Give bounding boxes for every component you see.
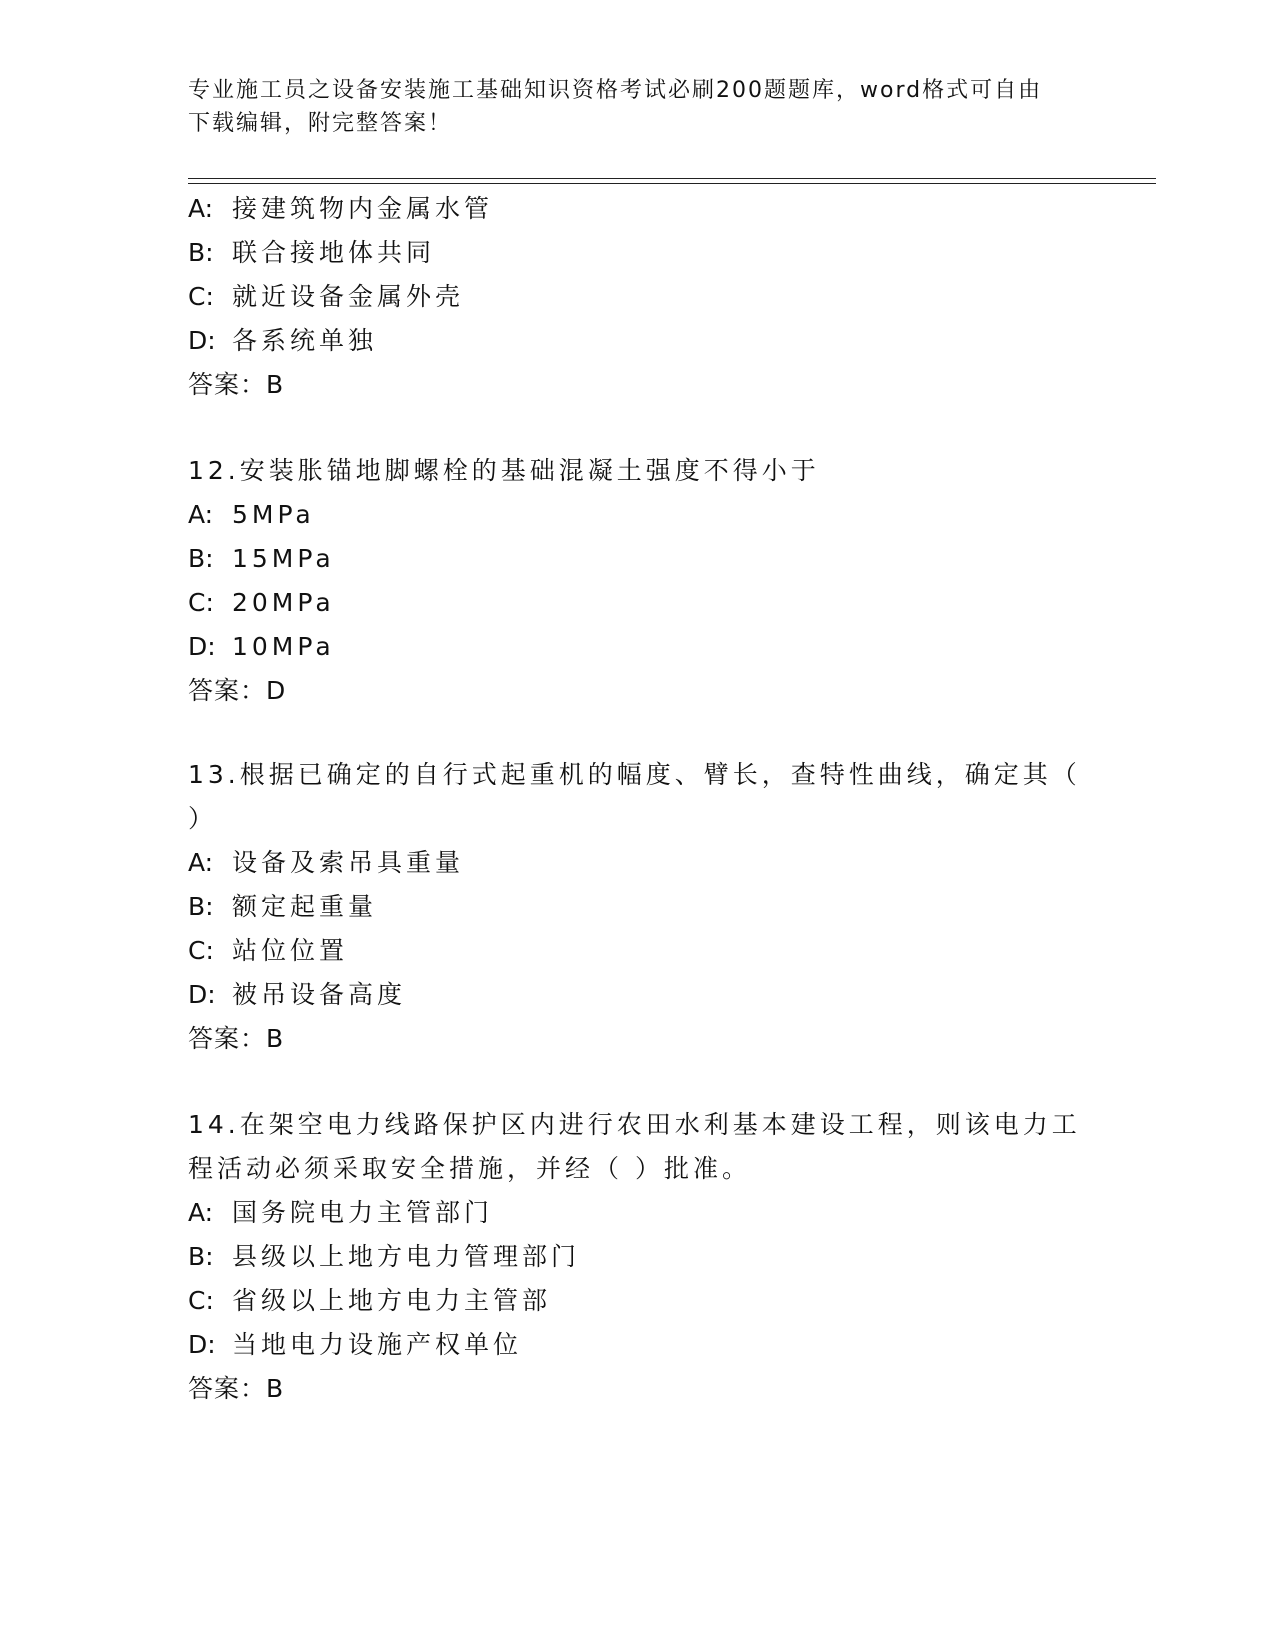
- option-label: B:: [188, 1242, 214, 1271]
- document-header: [188, 74, 1088, 140]
- option-label: B:: [188, 892, 214, 921]
- option-text: 接建筑物内金属水管: [232, 194, 494, 223]
- q14-answer: 答案：B: [188, 1374, 285, 1403]
- q11-option-d: [188, 324, 1148, 358]
- q12-answer: 答案：D: [188, 676, 287, 705]
- option-label: D:: [188, 326, 216, 355]
- option-label: A:: [188, 848, 214, 877]
- option-text: 15MPa: [232, 544, 335, 573]
- q13-question-line-2: ）: [188, 804, 218, 833]
- q13-option-a: [188, 846, 1148, 880]
- option-label: A:: [188, 194, 214, 223]
- q14-option-d: [188, 1328, 1148, 1362]
- option-text: 国务院电力主管部门: [232, 1198, 494, 1227]
- header-title-line-1: 专业施工员之设备安装施工基础知识资格考试必刷200题题库，word格式可自由: [188, 78, 1043, 103]
- q12-option-a: [188, 498, 1148, 532]
- option-label: A:: [188, 1198, 214, 1227]
- option-text: 站位位置: [232, 936, 349, 965]
- q12-option-d: [188, 630, 1148, 664]
- q14-option-a: [188, 1196, 1148, 1230]
- q14-option-c: [188, 1284, 1148, 1318]
- option-label: C:: [188, 1286, 214, 1315]
- option-label: A:: [188, 500, 214, 529]
- option-label: C:: [188, 282, 214, 311]
- q13-option-d: [188, 978, 1148, 1012]
- option-text: 当地电力设施产权单位: [232, 1330, 523, 1359]
- q13-option-c: [188, 934, 1148, 968]
- header-divider-top: [188, 178, 1156, 179]
- option-label: B:: [188, 238, 214, 267]
- option-text: 被吊设备高度: [232, 980, 407, 1009]
- q14-question-line-1: 14.在架空电力线路保护区内进行农田水利基本建设工程，则该电力工: [188, 1110, 1081, 1139]
- option-text: 额定起重量: [232, 892, 378, 921]
- q12-option-b: [188, 542, 1148, 576]
- q11-answer: 答案：B: [188, 370, 285, 399]
- q13-option-b: [188, 890, 1148, 924]
- option-text: 省级以上地方电力主管部: [232, 1286, 552, 1315]
- q12-option-c: [188, 586, 1148, 620]
- option-text: 就近设备金属外壳: [232, 282, 465, 311]
- q13-answer: 答案：B: [188, 1024, 285, 1053]
- option-label: D:: [188, 980, 216, 1009]
- q11-option-c: [188, 280, 1148, 314]
- option-label: D:: [188, 1330, 216, 1359]
- q11-option-a: [188, 192, 1148, 226]
- option-label: C:: [188, 588, 214, 617]
- header-divider-bottom: [188, 183, 1156, 184]
- option-text: 5MPa: [232, 500, 315, 529]
- option-label: B:: [188, 544, 214, 573]
- option-text: 各系统单独: [232, 326, 378, 355]
- option-text: 设备及索吊具重量: [232, 848, 465, 877]
- option-label: C:: [188, 936, 214, 965]
- q14-option-b: [188, 1240, 1148, 1274]
- q14-question-line-2: 程活动必须采取安全措施，并经（ ）批准。: [188, 1154, 751, 1183]
- option-label: D:: [188, 632, 216, 661]
- option-text: 20MPa: [232, 588, 335, 617]
- option-text: 联合接地体共同: [232, 238, 436, 267]
- q11-option-b: [188, 236, 1148, 270]
- option-text: 县级以上地方电力管理部门: [232, 1242, 581, 1271]
- header-title-line-2: 下载编辑，附完整答案！: [188, 111, 453, 136]
- q12-question: 12.安装胀锚地脚螺栓的基础混凝土强度不得小于: [188, 456, 820, 485]
- q13-question-line-1: 13.根据已确定的自行式起重机的幅度、臂长，查特性曲线，确定其（: [188, 760, 1081, 789]
- option-text: 10MPa: [232, 632, 335, 661]
